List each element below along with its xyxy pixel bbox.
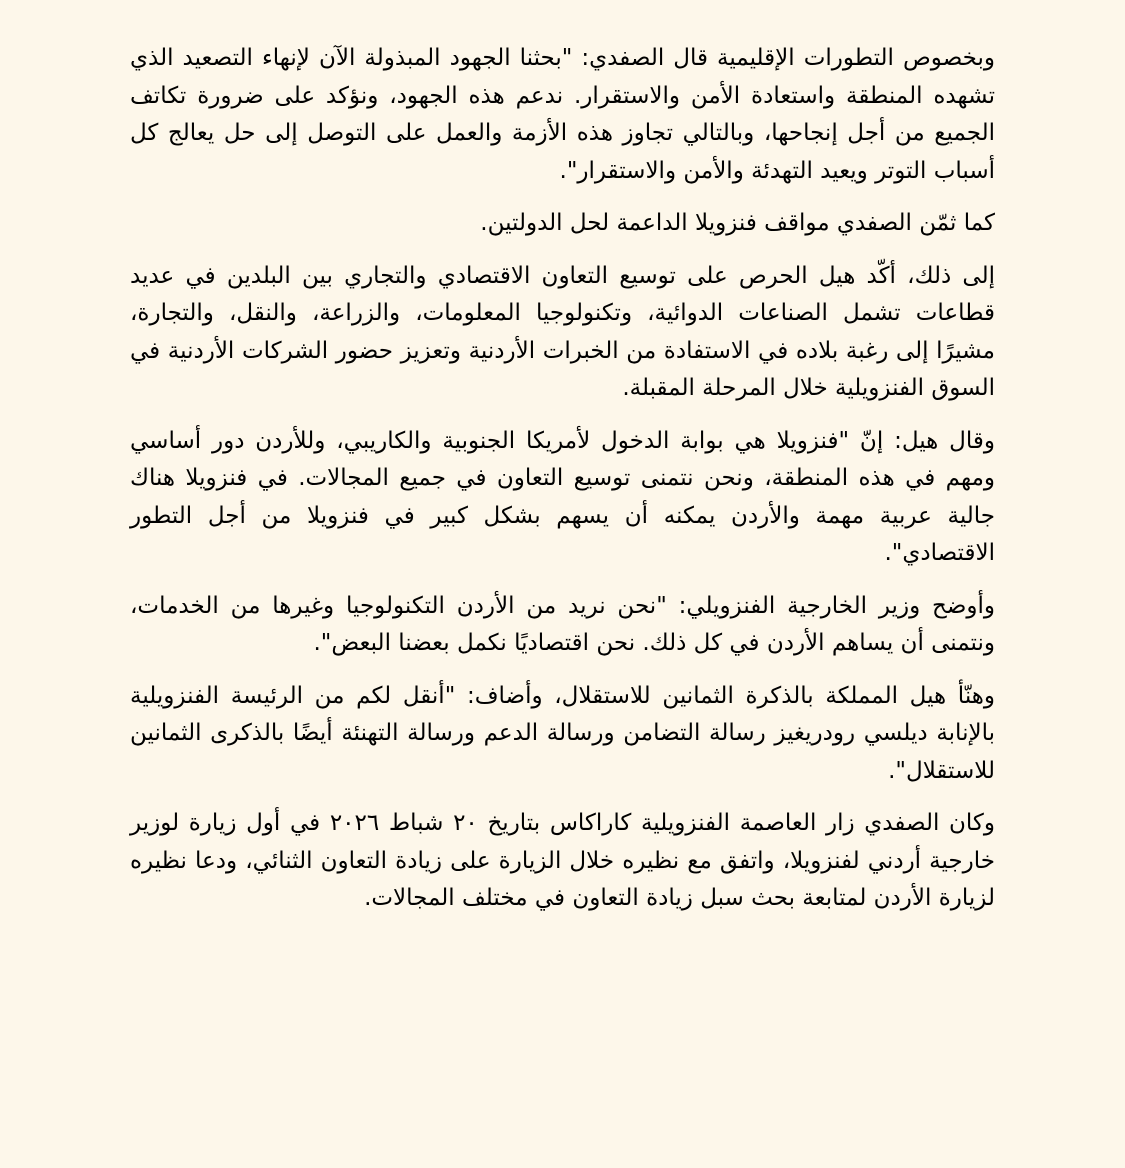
paragraph-caracas-visit: وكان الصفدي زار العاصمة الفنزويلية كاراكاس بتاريخ ٢٠ شباط ٢٠٢٦ في أول زيارة لوزير خارجية أردني لفنزويلا، واتفق مع نظيره خلال الزيارة على زيادة التعاون الثنائي، ودعا نظيره لزيارة الأردن لمتابعة بحث سبل زيادة التعاون في مختلف المجالات. [130,810,995,911]
paragraph-hill-statement: وقال هيل: إنّ "فنزويلا هي بوابة الدخول لأمريكا الجنوبية والكاريبي، وللأردن دور أساسي ومهم في هذه المنطقة، ونحن نتمنى توسيع التعاون في جميع المجالات. في فنزويلا هناك جالية عربية مهمة والأردن يمكنه أن يسهم بشكل كبير في فنزويلا من أجل التطور الاقتصادي". [130,427,995,566]
paragraph-independence-congratulations: وهنّأ هيل المملكة بالذكرة الثمانين للاستقلال، وأضاف: "أنقل لكم من الرئيسة الفنزويلية بالإنابة ديلسي رودريغيز رسالة التضامن ورسالة الدعم ورسالة التهنئة أيضًا بالذكرى الثمانين للاستقلال". [130,682,995,784]
paragraph-venezuelan-minister: وأوضح وزير الخارجية الفنزويلي: "نحن نريد من الأردن التكنولوجيا وغيرها من الخدمات، ونتمنى أن يساهم الأردن في كل ذلك. نحن اقتصاديًا نكمل بعضنا البعض". [130,592,995,656]
paragraph-economic-cooperation: إلى ذلك، أكّد هيل الحرص على توسيع التعاون الاقتصادي والتجاري بين البلدين في عديد قطاعات تشمل الصناعات الدوائية، وتكنولوجيا المعلومات، والزراعة، والنقل، والتجارة، مشيرًا إلى رغبة بلاده في الاستفادة من الخبرات الأردنية وتعزيز حضور الشركات الأردنية في السوق الفنزويلية خلال المرحلة المقبلة. [130,262,995,401]
paragraph-regional-developments: وبخصوص التطورات الإقليمية قال الصفدي: "بحثنا الجهود المبذولة الآن لإنهاء التصعيد الذي تشهده المنطقة واستعادة الأمن والاستقرار. ندعم هذه الجهود، ونؤكد على ضرورة تكاتف الجميع من أجل إنجاحها، وبالتالي تجاوز هذه الأزمة والعمل على التوصل إلى حل يعالج كل أسباب التوتر ويعيد التهدئة والأمن والاستقرار". [130,45,995,184]
article-body [130,40,995,918]
paragraph-two-state-solution: كما ثمّن الصفدي مواقف فنزويلا الداعمة لحل الدولتين. [480,210,995,236]
